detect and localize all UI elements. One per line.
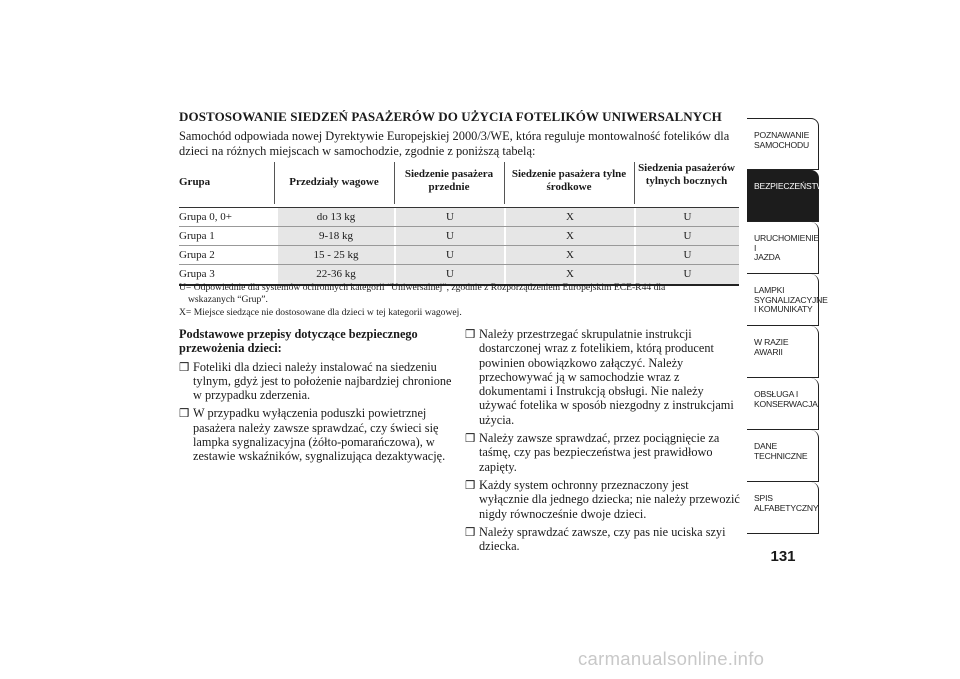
table-cell: X [506, 265, 634, 284]
chapter-tab-label: OBSŁUGA I KONSERWACJA [754, 389, 818, 409]
column-divider [274, 162, 275, 204]
bullet-item [465, 478, 740, 521]
header-group: Grupa [179, 176, 211, 188]
chapter-tab[interactable] [747, 222, 819, 274]
table-body [179, 208, 739, 284]
table-cell: U [636, 208, 739, 227]
chapter-tab-label: SPIS ALFABETYCZNY [754, 493, 819, 513]
note-u-line1: U= Odpowiednie dla systemów ochronnych kategorii “Uniwersalnej”, zgodnie z Rozporządzeniem Europejskim ECE-R44 dla [179, 282, 666, 293]
bullet-item [179, 406, 454, 463]
checkbox-bullet-icon: ❒ [465, 329, 476, 341]
chapter-tab[interactable] [747, 170, 831, 222]
bullet-item [179, 360, 454, 403]
table-cell: U [396, 208, 504, 227]
right-bullet-list [465, 327, 740, 553]
chapter-tab[interactable] [747, 482, 819, 534]
table-cell: 9-18 kg [278, 227, 394, 246]
checkbox-bullet-icon: ❒ [465, 526, 476, 539]
bullet-item [465, 431, 740, 474]
table-cell: 15 - 25 kg [278, 246, 394, 265]
bullet-text: Należy sprawdzać zawsze, czy pas nie uciska szyi dziecka. [479, 524, 726, 554]
table-cell: X [506, 208, 634, 227]
checkbox-bullet-icon: ❒ [465, 433, 476, 446]
chapter-tab-label: DANE TECHNICZNE [754, 441, 808, 461]
column-divider [394, 162, 395, 204]
chapter-tab-label: BEZPIECZEŃSTWO [754, 181, 831, 191]
chapter-tab-label: W RAZIE AWARII [754, 337, 789, 357]
chapter-tab[interactable] [747, 326, 819, 378]
note-u-line2: wskazanych “Grup”. [188, 293, 268, 305]
note-x: X= Miejsce siedzące nie dostosowane dla dzieci w tej kategorii wagowej. [179, 307, 462, 318]
table-row [179, 208, 739, 227]
column-divider [634, 162, 635, 204]
header-front-seat: Siedzenie pasażera przednie [404, 168, 494, 193]
bullet-item [465, 327, 740, 427]
header-rear-side-seats: Siedzenia pasażerów tylnych bocznych [638, 162, 735, 187]
child-seat-table [179, 162, 739, 286]
table-cell: Grupa 1 [179, 230, 215, 242]
header-rear-center-seat: Siedzenie pasażera tylne środkowe [511, 168, 627, 193]
section-title: DOSTOSOWANIE SIEDZEŃ PASAŻERÓW DO UŻYCIA FOTELIKÓW UNIWERSALNYCH [179, 109, 722, 124]
note-u [179, 282, 739, 305]
header-weight: Przedziały wagowe [289, 176, 379, 188]
table-header [179, 162, 739, 204]
table-cell: Grupa 2 [179, 249, 215, 261]
table-cell: U [396, 227, 504, 246]
chapter-tab-label: LAMPKI SYGNALIZACYJNE I KOMUNIKATY [754, 285, 828, 314]
table-notes [179, 282, 739, 321]
table-cell: U [636, 265, 739, 284]
chapter-tab[interactable] [747, 274, 828, 326]
rules-left-column [179, 327, 454, 468]
chapter-tabs [747, 118, 831, 534]
bullet-item [465, 525, 740, 554]
chapter-tab[interactable] [747, 118, 819, 170]
rules-right-column [465, 327, 740, 557]
bullet-text: Należy przestrzegać skrupulatnie instrukcji dostarczonej wraz z fotelikiem, którą producent powinien obowiązkowo załączyć. Należy przechowywać ją w samochodzie wraz z dokumentami i Instrukcją obsługi. Nie należy używać fotelika w sposób niezgodny z instrukcjami użycia. [479, 327, 734, 427]
table-row [179, 246, 739, 265]
table-cell: Grupa 0, 0+ [179, 211, 232, 223]
table-cell: U [396, 246, 504, 265]
table-cell: U [396, 265, 504, 284]
page-number: 131 [770, 548, 796, 565]
column-divider [504, 162, 505, 204]
table-cell: do 13 kg [278, 208, 394, 227]
table-cell: X [506, 246, 634, 265]
table-cell: U [636, 227, 739, 246]
chapter-tab[interactable] [747, 430, 819, 482]
intro-paragraph: Samochód odpowiada nowej Dyrektywie Europejskiej 2000/3/WE, która reguluje montowalność fotelików dla dzieci na różnych miejscach w samochodzie, zgodnie z poniższą tabelą: [179, 129, 730, 158]
bullet-text: Foteliki dla dzieci należy instalować na siedzeniu tylnym, gdyż jest to położenie najbardziej chronione w przypadku zderzenia. [193, 359, 452, 403]
table-row [179, 227, 739, 246]
chapter-tab-label: URUCHOMIENIE I JAZDA [754, 233, 819, 262]
checkbox-bullet-icon: ❒ [465, 479, 476, 492]
watermark: carmanualsonline.info [578, 648, 765, 669]
bullet-text: W przypadku wyłączenia poduszki powietrznej pasażera należy zawsze sprawdzać, czy świeci się lampka sygnalizacyjna (żółto-pomarańczowa), w zestawie wskaźników, sygnalizująca dezaktywację. [193, 406, 446, 464]
table-cell: U [636, 246, 739, 265]
chapter-tab-label: POZNAWANIE SAMOCHODU [754, 130, 810, 150]
chapter-tab[interactable] [747, 378, 819, 430]
checkbox-bullet-icon: ❒ [179, 408, 190, 421]
left-bullet-list [179, 360, 454, 464]
bullet-text: Należy zawsze sprawdzać, przez pociągnięcie za taśmę, czy pas bezpieczeństwa jest prawidłowo zapięty. [479, 431, 720, 474]
bullet-text: Każdy system ochronny przeznaczony jest wyłącznie dla jednego dziecka; nie należy przewozić nigdy równocześnie dwoje dzieci. [479, 477, 740, 521]
table-cell: Grupa 3 [179, 268, 215, 280]
table-cell: 22-36 kg [278, 265, 394, 284]
checkbox-bullet-icon: ❒ [179, 361, 190, 374]
table-cell: X [506, 227, 634, 246]
rules-heading: Podstawowe przepisy dotyczące bezpiecznego przewożenia dzieci: [179, 327, 418, 356]
